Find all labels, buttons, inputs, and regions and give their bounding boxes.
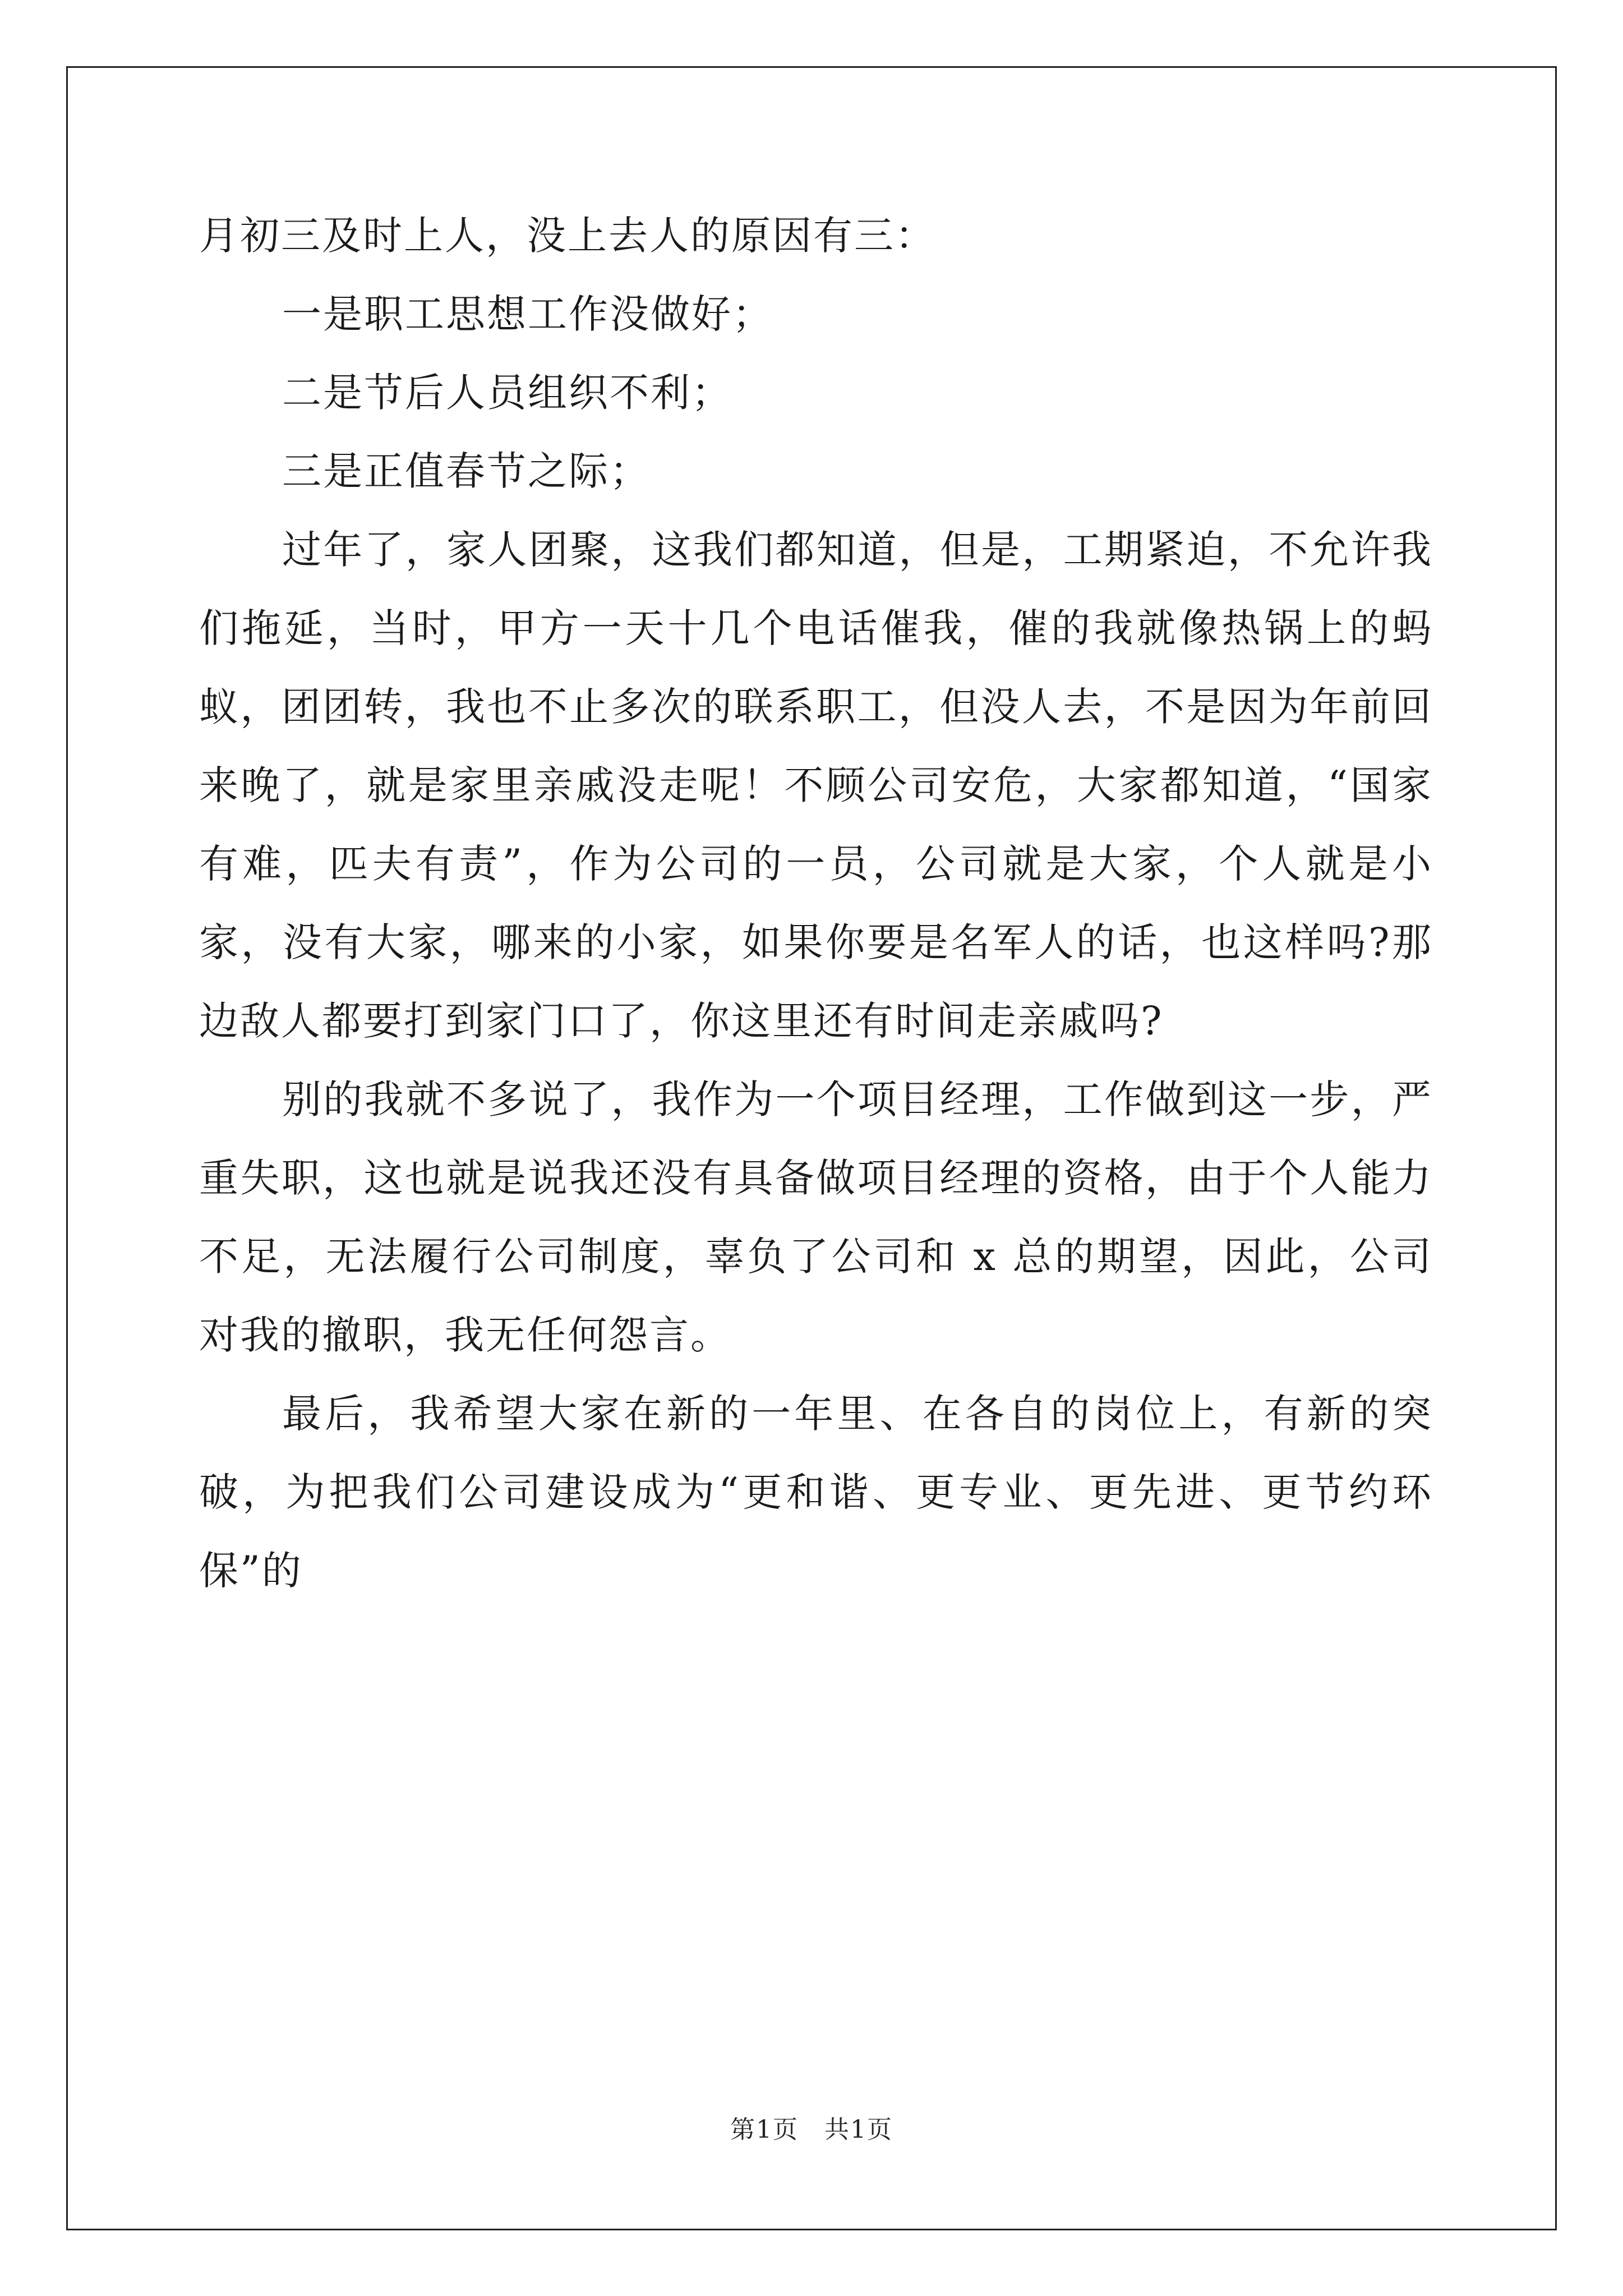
paragraph-5: 过年了，家人团聚，这我们都知道，但是，工期紧迫，不允许我们拖延，当时，甲方一天十几个电话催我，催的我就像热锅上的蚂蚁，团团转，我也不止多次的联系职工，但没人去，不是因为年前回来晚了，就是家里亲戚没走呢！不顾公司安危，大家都知道，“国家有难，匹夫有责”，作为公司的一员，公司就是大家，个人就是小 家，没有大家，哪来的小家，如果你要是名军人的话，也这样吗?那边敌人都要打到家门口了，你这里还有时间走亲戚吗? — [199, 527, 1433, 1044]
paragraph-4: 三是正值春节之际； — [282, 448, 651, 494]
paragraph-2: 一是职工思想工作没做好； — [282, 291, 773, 337]
paragraph-3: 二是节后人员组织不利； — [282, 370, 732, 416]
paragraph-1: 月初三及时上人，没上去人的原因有三： — [199, 213, 936, 259]
paragraph-7: 最后，我希望大家在新的一年里、在各自的岗位上，有新的突破，为把我们公司建设成为“更和谐、更专业、更先进、更节约环保”的 — [199, 1391, 1433, 1594]
page-number-footer: 第1页 共1页 — [730, 2115, 893, 2144]
document-body — [199, 196, 1433, 1610]
paragraph-6: 别的我就不多说了，我作为一个项目经理，工作做到这一步，严重失职，这也就是说我还没有具备做项目经理的资格，由于个人能力不足，无法履行公司制度，辜负了公司和 x 总的期望，因此，公司对我的撤职，我无任何怨言。 — [199, 1076, 1433, 1358]
